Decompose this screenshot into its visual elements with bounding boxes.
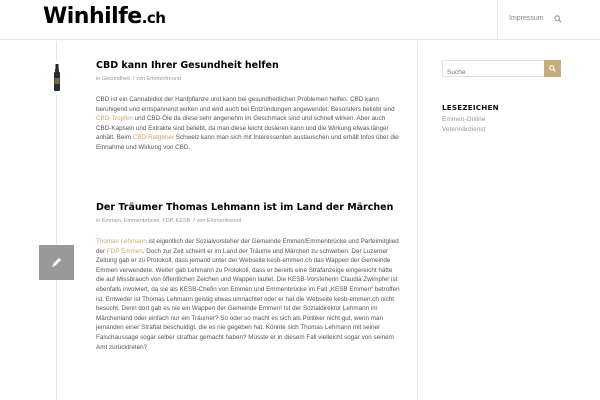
main-column bbox=[0, 41, 417, 400]
post-category-link[interactable]: Gesundheit bbox=[101, 76, 130, 82]
nav-divider bbox=[497, 0, 498, 40]
site-header bbox=[0, 0, 600, 40]
meta-separator: / von bbox=[133, 76, 145, 82]
post-author-link[interactable]: Emmenfreund bbox=[146, 76, 182, 82]
cbd-bottle-icon bbox=[53, 64, 61, 92]
body-text: ist eigentlich der Sozialvorsteher der Gemeinde Emmen/Emmenbrücke und Parteimitglied der bbox=[96, 238, 399, 255]
logo-main: Winhilfe bbox=[43, 4, 142, 29]
sidebar-divider bbox=[417, 41, 418, 400]
post-title[interactable]: Der Träumer Thomas Lehmann ist im Land der Märchen bbox=[96, 202, 394, 213]
bookmark-link-emmen-online[interactable]: Emmen-Online bbox=[442, 116, 486, 123]
pencil-icon bbox=[50, 256, 63, 269]
post-format-icon-box[interactable] bbox=[39, 245, 74, 280]
post-lehmann bbox=[96, 202, 401, 352]
widget-title-lesezeichen: LESEZEICHEN bbox=[442, 103, 499, 112]
sidebar-search-input[interactable] bbox=[443, 65, 543, 80]
sidebar-search-box bbox=[442, 60, 545, 77]
post-title[interactable]: CBD kann Ihrer Gesundheit helfen bbox=[96, 60, 279, 71]
post-categories-links[interactable]: Emmen, Emmenbrücke, FDP, KESB bbox=[101, 218, 191, 224]
content-area bbox=[0, 41, 600, 400]
body-text: und CBD-Öle da diese sehr angenehm im Geschmack sind und schnell wirken. Aber auch CBD-Kapseln und Extrakte sind beliebt, da man diese leicht dosieren kann und die Wirkung etwas länger anhält. Beim bbox=[96, 115, 389, 142]
body-text: Schweiz kann man sich mit Interessenten austauschen und erhält Infos über die Einnahme und Wirkung von CBD. bbox=[96, 134, 399, 151]
post-body bbox=[96, 237, 401, 352]
cbd-ratgeber-link[interactable]: CBD-Ratgeber bbox=[132, 134, 175, 142]
body-text: . Doch zur Zeit scheint er im Land der Träume und Märchen zu schweben. Der Luzerner Zeitung gab er zu Protokoll, dass jemand unter der Webseite kesb-emmen.ch das Wappen der Gemeinde Emmen verwendete. Weiter gab Lehmann zu Protokoll, dass er bereits eine Strafanzeige eingereicht hätte die auf Missbrauch von öffentlichen Zeichen und Wappen lautet. Die KESB-Vorsteherin Claudia Zwimpfer ist ebenfalls involviert, da sie als KESB-Chefin von Emmen und Emmenbrücke im Fall „KESB Emmen“ betroffen ist. Entweder ist Thomas Lehmann geistig etwas umnachtet oder er hat die Webseite kesb-emmen.ch nicht besucht. Denn dort gab es nie ein Wappen der Gemeinde Emmen! Ist der Sozialdirektor Lehmann im Märchenland oder einfach nur ein Träumer? So oder so macht es sich als Politiker nicht gut, wenn man jemanden einer Straftat beschuldigt, die es nie gegeben hat. Könnte sich Thomas Lehmann mit seiner Falschaussage sogar selber strafbar gemacht haben? Müsste er in diesem Fall vielleicht sogar von seinem Amt zurücktreten? bbox=[96, 247, 400, 351]
meta-prefix: in bbox=[96, 218, 101, 224]
post-meta bbox=[96, 217, 401, 225]
search-icon[interactable] bbox=[554, 15, 562, 23]
site-logo[interactable] bbox=[43, 4, 166, 29]
body-text: CBD ist ein Cannabidiol der Hanfpflanze und kann bei gesundheitlichen Problemen helfen. CBD kann beruhigend und entspannend wirken und wird auch bei Entzündungen angewendet. Besonders beliebt sind bbox=[96, 96, 395, 113]
post-meta bbox=[96, 75, 401, 83]
post-body bbox=[96, 95, 401, 153]
post-author-link[interactable]: Emmenfreund bbox=[206, 218, 242, 224]
meta-separator: / von bbox=[193, 218, 206, 224]
cbd-tropfen-link[interactable]: CBD-Tropfen bbox=[96, 115, 133, 123]
thomas-lehmann-link[interactable]: Thomas Lehmann bbox=[96, 238, 147, 245]
bookmark-link-veterinaerdienst[interactable]: Veterinärdienst bbox=[442, 126, 486, 133]
nav-item-impressum[interactable]: Impressum bbox=[509, 15, 544, 22]
logo-tld: .ch bbox=[141, 9, 166, 27]
sidebar-search-button[interactable] bbox=[544, 60, 561, 77]
post-thumbnail-cbd[interactable] bbox=[44, 61, 70, 95]
search-icon bbox=[549, 65, 556, 72]
post-cbd bbox=[96, 60, 401, 153]
meta-prefix: in bbox=[96, 76, 101, 82]
fdp-emmen-link[interactable]: FDP Emmen bbox=[106, 247, 143, 255]
